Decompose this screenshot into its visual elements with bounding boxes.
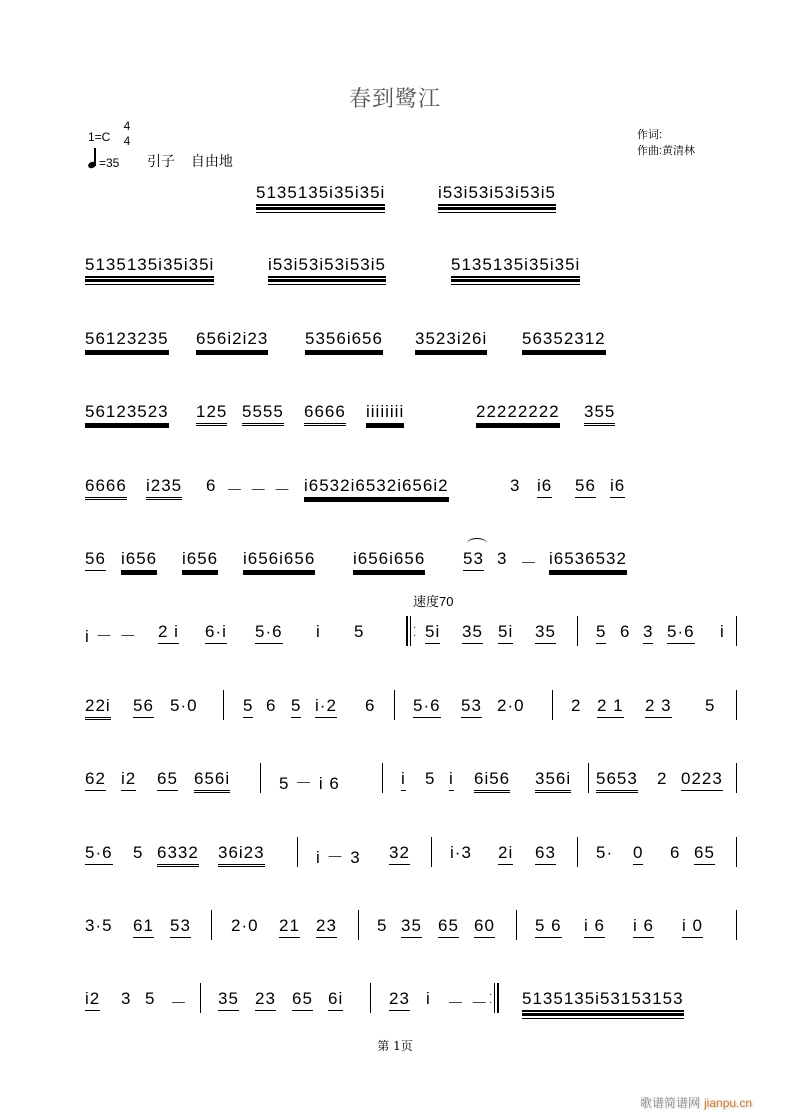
- score-title: 春到鹭江: [348, 87, 441, 112]
- note-group: i656i656: [243, 549, 315, 575]
- score-row-5: [0, 476, 790, 516]
- note-group: 125: [196, 402, 227, 426]
- note-group: 5·6: [255, 622, 283, 644]
- barline: [358, 910, 359, 940]
- barline: [431, 837, 432, 867]
- note-group: i656: [182, 549, 218, 575]
- note-group: 5·6: [85, 843, 113, 865]
- note-group: 2 1: [597, 696, 624, 718]
- note: 5: [705, 696, 716, 715]
- barline: [200, 983, 201, 1013]
- repeat-end-barline: · ·: [489, 983, 501, 1013]
- note: 6: [365, 696, 376, 715]
- note-group: 60: [474, 916, 495, 938]
- barline: [736, 616, 737, 646]
- note: 3: [121, 989, 132, 1008]
- note-group: 6·i: [205, 622, 227, 644]
- barline: [577, 616, 578, 646]
- note-group: 3·5: [85, 916, 113, 935]
- note-group: i235: [146, 476, 182, 500]
- note-group: 656i: [194, 769, 230, 793]
- note-group: 53: [463, 549, 484, 571]
- note-group: i53i53i53i53i5: [268, 255, 386, 281]
- note-group: 2·0: [497, 696, 525, 715]
- note-group: 5i: [425, 622, 440, 644]
- score-row-11: [0, 916, 790, 956]
- score-row-12: [0, 989, 790, 1029]
- tempo-marking: [88, 148, 119, 170]
- section-label: 引子 自由地: [147, 153, 233, 169]
- note-group: 5 － i 6: [279, 774, 340, 793]
- note-group: 22222222: [476, 402, 560, 428]
- note-group: 21: [279, 916, 300, 938]
- barline: [260, 763, 261, 793]
- note-group: 61: [133, 916, 154, 938]
- score-row-9: [0, 769, 790, 809]
- note: 5: [133, 843, 144, 862]
- watermark: [640, 1094, 752, 1111]
- note-group: 656i2i23: [196, 329, 268, 355]
- note: 6: [620, 622, 631, 641]
- note-group: 23: [316, 916, 337, 938]
- rest-dashes: － －: [447, 994, 489, 1013]
- note-group: 62: [85, 769, 106, 791]
- note-group: 5i: [498, 622, 513, 644]
- score-row-7: [0, 622, 790, 662]
- note: 6: [670, 843, 681, 862]
- note-group: i6532i6532i656i2: [304, 476, 449, 502]
- note-group: 65: [438, 916, 459, 938]
- note: 6: [206, 476, 217, 495]
- page-number: 第 1页: [377, 1039, 413, 1053]
- rest-dashes: － － －: [226, 481, 292, 500]
- note-group: 65: [292, 989, 313, 1011]
- note-group: 23: [255, 989, 276, 1011]
- score-row-10: [0, 843, 790, 883]
- note-group: i2: [85, 989, 100, 1011]
- note-group: 53: [461, 696, 482, 718]
- note: 2: [657, 769, 668, 788]
- note-group: 5·6: [667, 622, 695, 644]
- barline: [297, 837, 298, 867]
- note-group: i656i656: [353, 549, 425, 575]
- note-group: 5·6: [413, 696, 441, 718]
- note-group: 56123235: [85, 329, 169, 355]
- credits: [637, 127, 695, 159]
- note: i: [720, 622, 725, 641]
- watermark-text: 歌谱简谱网: [640, 1096, 701, 1110]
- score-row-3: [0, 329, 790, 369]
- composer: 作曲:黄清林: [637, 145, 696, 157]
- note: 5: [377, 916, 388, 935]
- barline: [516, 910, 517, 940]
- note-group: i 6: [584, 916, 605, 938]
- note-group: 6332: [157, 843, 199, 867]
- note-group: 56: [133, 696, 154, 718]
- note-group: 36i23: [218, 843, 265, 867]
- barline: [370, 983, 371, 1013]
- note: i: [426, 989, 431, 1008]
- score-row-6: [0, 549, 790, 589]
- note: 0: [633, 843, 643, 865]
- barline: [223, 690, 224, 720]
- note: 5: [425, 769, 436, 788]
- barline: [736, 910, 737, 940]
- note: 5: [596, 622, 606, 644]
- note-group: 63: [535, 843, 556, 865]
- time-signature: [121, 119, 133, 149]
- note: 6: [266, 696, 277, 715]
- note: 5: [145, 989, 156, 1008]
- time-denominator: 4: [123, 134, 131, 148]
- note-group: 56: [85, 549, 106, 571]
- note: 5: [354, 622, 365, 641]
- quarter-note-icon: [88, 148, 98, 170]
- note-group: 56: [575, 476, 596, 498]
- note-group: i 6: [633, 916, 654, 938]
- note-group: 56123523: [85, 402, 169, 428]
- note-group: i6: [537, 476, 552, 498]
- score-row-2: [0, 255, 790, 295]
- note-group: 5653: [596, 769, 638, 793]
- score-row-1: [0, 183, 790, 223]
- repeat-start-barline: · ·: [406, 616, 416, 646]
- barline: [211, 910, 212, 940]
- rest-dash: －: [170, 994, 188, 1013]
- note: 5·: [596, 843, 614, 862]
- note-group: iiiiiiii: [366, 402, 404, 428]
- note-group: 0223: [681, 769, 723, 791]
- key-signature: 1=C: [88, 130, 111, 144]
- note-group: i·3: [450, 843, 472, 862]
- score-row-4: [0, 402, 790, 442]
- note-group: 35: [401, 916, 422, 938]
- tie-slur: [467, 538, 487, 549]
- note-group: 6666: [85, 476, 127, 500]
- barline: [394, 690, 395, 720]
- note-group: 35: [535, 622, 556, 644]
- note-group: 35: [218, 989, 239, 1011]
- note: i: [449, 769, 454, 791]
- note: 2: [571, 696, 582, 715]
- note-group: 2·0: [231, 916, 259, 935]
- note: 5: [243, 696, 253, 718]
- note-group: 355: [584, 402, 615, 426]
- barline: [736, 690, 737, 720]
- note-group: i 0: [682, 916, 703, 938]
- note-group: 65: [157, 769, 178, 791]
- note: 3: [497, 549, 508, 568]
- watermark-url: jianpu.cn: [704, 1096, 753, 1110]
- barline: [552, 690, 553, 720]
- note-group: 65: [694, 843, 715, 865]
- note-group: 56352312: [522, 329, 606, 355]
- note-group: 22i: [85, 696, 111, 720]
- note-group: 5·0: [170, 696, 198, 715]
- note-group: 2 3: [645, 696, 672, 718]
- note-group: 5 6: [535, 916, 562, 938]
- note-group: i53i53i53i53i5: [438, 183, 556, 209]
- note-group: i656: [121, 549, 157, 575]
- note-group: i·2: [315, 696, 337, 718]
- note: i: [316, 622, 321, 641]
- note-group: i6: [610, 476, 625, 498]
- note-group: 5555: [242, 402, 284, 426]
- rest-dash: －: [520, 554, 538, 573]
- barline: [736, 837, 737, 867]
- note-group: 5135135i35i35i: [451, 255, 580, 281]
- note-group: 5135135i35i35i: [256, 183, 385, 209]
- note-group: 5135135i53153153: [522, 989, 684, 1015]
- lyricist: 作词:: [637, 129, 663, 141]
- note-group: i6536532: [549, 549, 627, 575]
- note: i － －: [85, 627, 138, 646]
- note: 3: [643, 622, 653, 644]
- note-group: 6i56: [474, 769, 510, 793]
- tempo-value: =35: [99, 156, 120, 170]
- note: 3: [510, 476, 521, 495]
- note-group: 2i: [498, 843, 513, 865]
- note-group: 356i: [535, 769, 571, 793]
- note-group: 3523i26i: [415, 329, 487, 355]
- note-group: 6666: [304, 402, 346, 426]
- note-group: 23: [389, 989, 410, 1011]
- note-group: 35: [462, 622, 483, 644]
- barline: [382, 763, 383, 793]
- note: i: [401, 769, 406, 791]
- score-row-8: [0, 696, 790, 736]
- barline: [736, 763, 737, 793]
- note-group: i － 3: [316, 848, 361, 867]
- note: 5: [291, 696, 301, 718]
- note-group: 32: [389, 843, 410, 865]
- note-group: 6i: [328, 989, 343, 1011]
- note-group: i2: [121, 769, 136, 791]
- speed-change: 速度70: [413, 594, 454, 609]
- note-group: 5356i656: [305, 329, 383, 355]
- note-group: 2 i: [158, 622, 179, 644]
- barline: [577, 837, 578, 867]
- note-group: 53: [170, 916, 191, 938]
- barline: [588, 763, 589, 793]
- note-group: 5135135i35i35i: [85, 255, 214, 281]
- time-numerator: 4: [123, 119, 131, 133]
